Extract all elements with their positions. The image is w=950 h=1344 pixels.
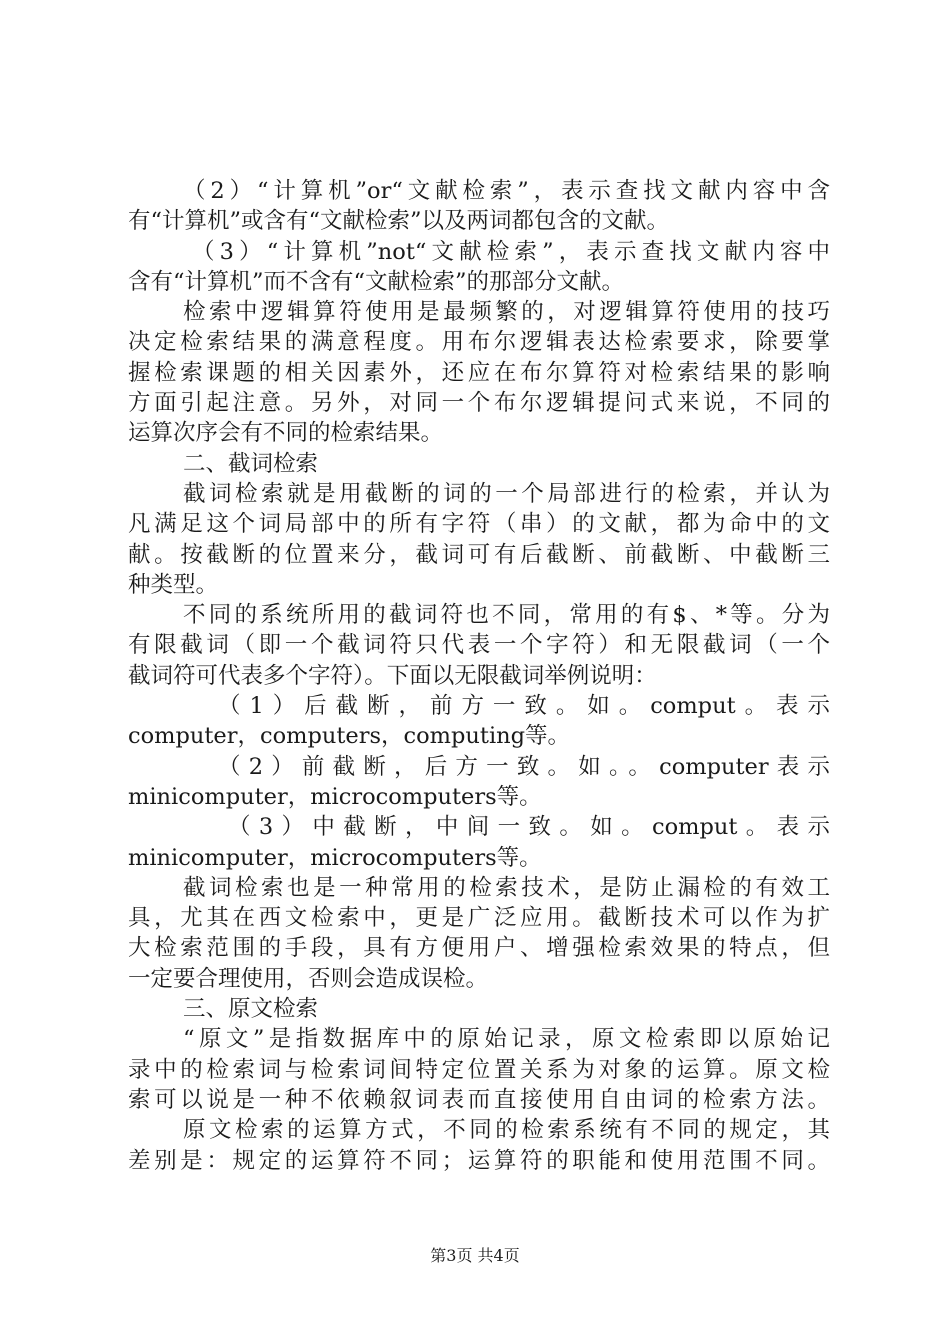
document-body bbox=[128, 176, 830, 1176]
paragraph-line: 有限截词（即一个截词符只代表一个字符）和无限截词（一个 bbox=[128, 632, 830, 659]
paragraph-line: 索可以说是一种不依赖叙词表而直接使用自由词的检索方法。 bbox=[128, 1086, 830, 1113]
paragraph-line: 差别是：规定的运算符不同；运算符的职能和使用范围不同。 bbox=[128, 1147, 830, 1174]
paragraph-line: 种类型。 bbox=[128, 571, 219, 598]
section-heading: 二、截词检索 bbox=[183, 450, 319, 477]
paragraph-line: 大检索范围的手段，具有方便用户、增强检索效果的特点，但 bbox=[128, 935, 830, 962]
paragraph-line: （1）后截断，前方一致。如。comput。表示 bbox=[218, 693, 830, 720]
paragraph-line: 方面引起注意。另外，对同一个布尔逻辑提问式来说，不同的 bbox=[128, 390, 830, 417]
paragraph-line: 不同的系统所用的截词符也不同，常用的有$、*等。分为 bbox=[183, 602, 830, 629]
paragraph-line: 凡满足这个词局部中的所有字符（串）的文献，都为命中的文 bbox=[128, 511, 830, 538]
paragraph-line: 截词符可代表多个字符）。下面以无限截词举例说明： bbox=[128, 662, 657, 689]
paragraph-line: 截词检索就是用截断的词的一个局部进行的检索，并认为 bbox=[183, 480, 830, 507]
paragraph-line: 含有“计算机”而不含有“文献检索”的那部分文献。 bbox=[128, 268, 625, 295]
paragraph-line: 检索中逻辑算符使用是最频繁的，对逻辑算符使用的技巧 bbox=[183, 299, 830, 326]
paragraph-line: 决定检索结果的满意程度。用布尔逻辑表达检索要求，除要掌 bbox=[128, 329, 830, 356]
paragraph-line: 截词检索也是一种常用的检索技术，是防止漏检的有效工 bbox=[183, 874, 830, 901]
paragraph-line: 握检索课题的相关因素外，还应在布尔算符对检索结果的影响 bbox=[128, 359, 830, 386]
paragraph-line: 原文检索的运算方式，不同的检索系统有不同的规定，其 bbox=[183, 1117, 830, 1144]
paragraph-line: 一定要合理使用，否则会造成误检。 bbox=[128, 965, 489, 992]
paragraph-line: （3）“计算机”not“文献检索”，表示查找文献内容中 bbox=[192, 238, 830, 265]
paragraph-line: 有“计算机”或含有“文献检索”以及两词都包含的文献。 bbox=[128, 208, 670, 235]
paragraph-line: “原文”是指数据库中的原始记录，原文检索即以原始记 bbox=[183, 1026, 830, 1053]
paragraph-line: （2）前截断，后方一致。如。。computer表示 bbox=[218, 753, 830, 780]
paragraph-line: 献。按截断的位置来分，截词可有后截断、前截断、中截断三 bbox=[128, 541, 830, 568]
section-heading: 三、原文检索 bbox=[183, 996, 319, 1023]
paragraph-line: minicomputer，microcomputers等。 bbox=[128, 783, 542, 810]
paragraph-line: computer，computers，computing等。 bbox=[128, 723, 571, 750]
paragraph-line: minicomputer，microcomputers等。 bbox=[128, 844, 542, 871]
paragraph-line: 具，尤其在西文检索中，更是广泛应用。截断技术可以作为扩 bbox=[128, 905, 830, 932]
paragraph-line: （3）中截断，中间一致。如。comput。表示 bbox=[228, 814, 830, 841]
paragraph-line: 录中的检索词与检索词间特定位置关系为对象的运算。原文检 bbox=[128, 1056, 830, 1083]
paragraph-line: 运算次序会有不同的检索结果。 bbox=[128, 420, 444, 447]
paragraph-line: （2）“计算机”or“文献检索”，表示查找文献内容中含 bbox=[183, 178, 830, 204]
page-footer: 第3页 共4页 bbox=[430, 1246, 520, 1265]
